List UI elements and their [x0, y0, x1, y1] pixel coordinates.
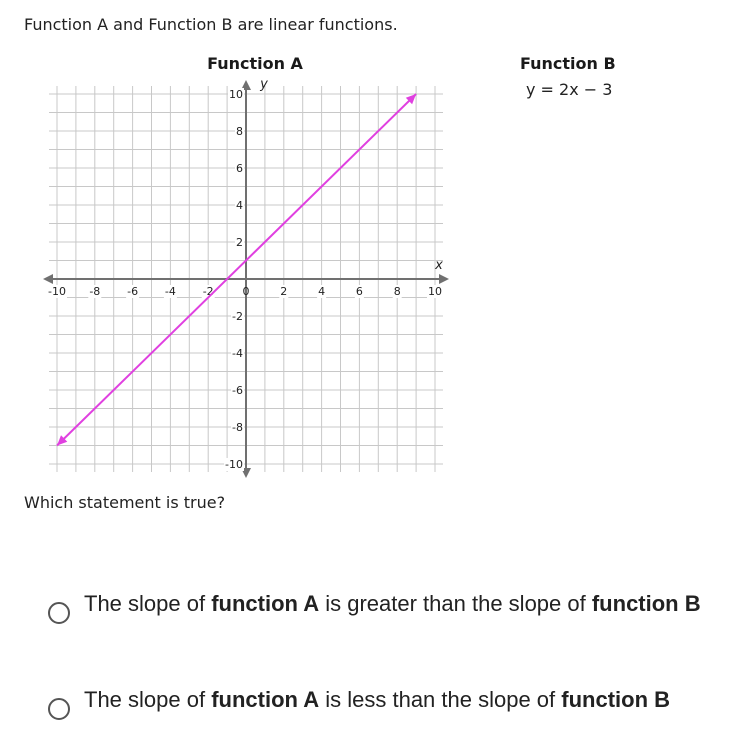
y-tick-label: -8	[232, 421, 243, 434]
x-tick-label: -6	[127, 285, 139, 298]
function-b-equation: y = 2x − 3	[526, 80, 613, 99]
x-axis-label: x	[435, 258, 443, 273]
x-tick-label: 8	[393, 285, 401, 298]
y-tick-label: 6	[236, 162, 243, 175]
x-tick-label: 4	[318, 285, 326, 298]
y-tick-label: 4	[236, 199, 243, 212]
y-tick-label: 10	[229, 88, 243, 101]
x-tick-label: 6	[355, 285, 363, 298]
y-tick-label: 8	[236, 125, 243, 138]
y-tick-label: 2	[236, 236, 243, 249]
y-tick-label: -6	[232, 384, 243, 397]
x-tick-label: -8	[89, 285, 101, 298]
intro-text: Function A and Function B are linear functions.	[24, 15, 398, 34]
x-tick-label: -2	[202, 285, 214, 298]
x-tick-label: -4	[164, 285, 176, 298]
function-b-title: Function B	[520, 54, 616, 73]
x-tick-label: 10	[428, 285, 442, 298]
radio-button-option-2[interactable]	[48, 698, 70, 720]
answer-option-2[interactable]	[48, 684, 718, 750]
y-axis-label: y	[260, 77, 268, 92]
x-axis-arrow-right-icon	[439, 274, 449, 284]
x-tick-label: 0	[242, 285, 250, 298]
question-text: Which statement is true?	[24, 493, 226, 512]
y-tick-label: -10	[225, 458, 243, 471]
function-a-title: Function A	[207, 54, 303, 73]
x-axis-arrow-left-icon	[43, 274, 53, 284]
y-tick-label: -4	[232, 347, 243, 360]
x-tick-label: 2	[280, 285, 288, 298]
option-2-text: The slope of function A is less than the slope of function B	[84, 687, 671, 712]
answer-option-1[interactable]	[48, 588, 718, 658]
x-tick-label: -10	[48, 285, 66, 298]
option-1-text: The slope of function A is greater than the slope of function B	[84, 591, 701, 616]
y-tick-label: -2	[232, 310, 243, 323]
radio-button-option-1[interactable]	[48, 602, 70, 624]
